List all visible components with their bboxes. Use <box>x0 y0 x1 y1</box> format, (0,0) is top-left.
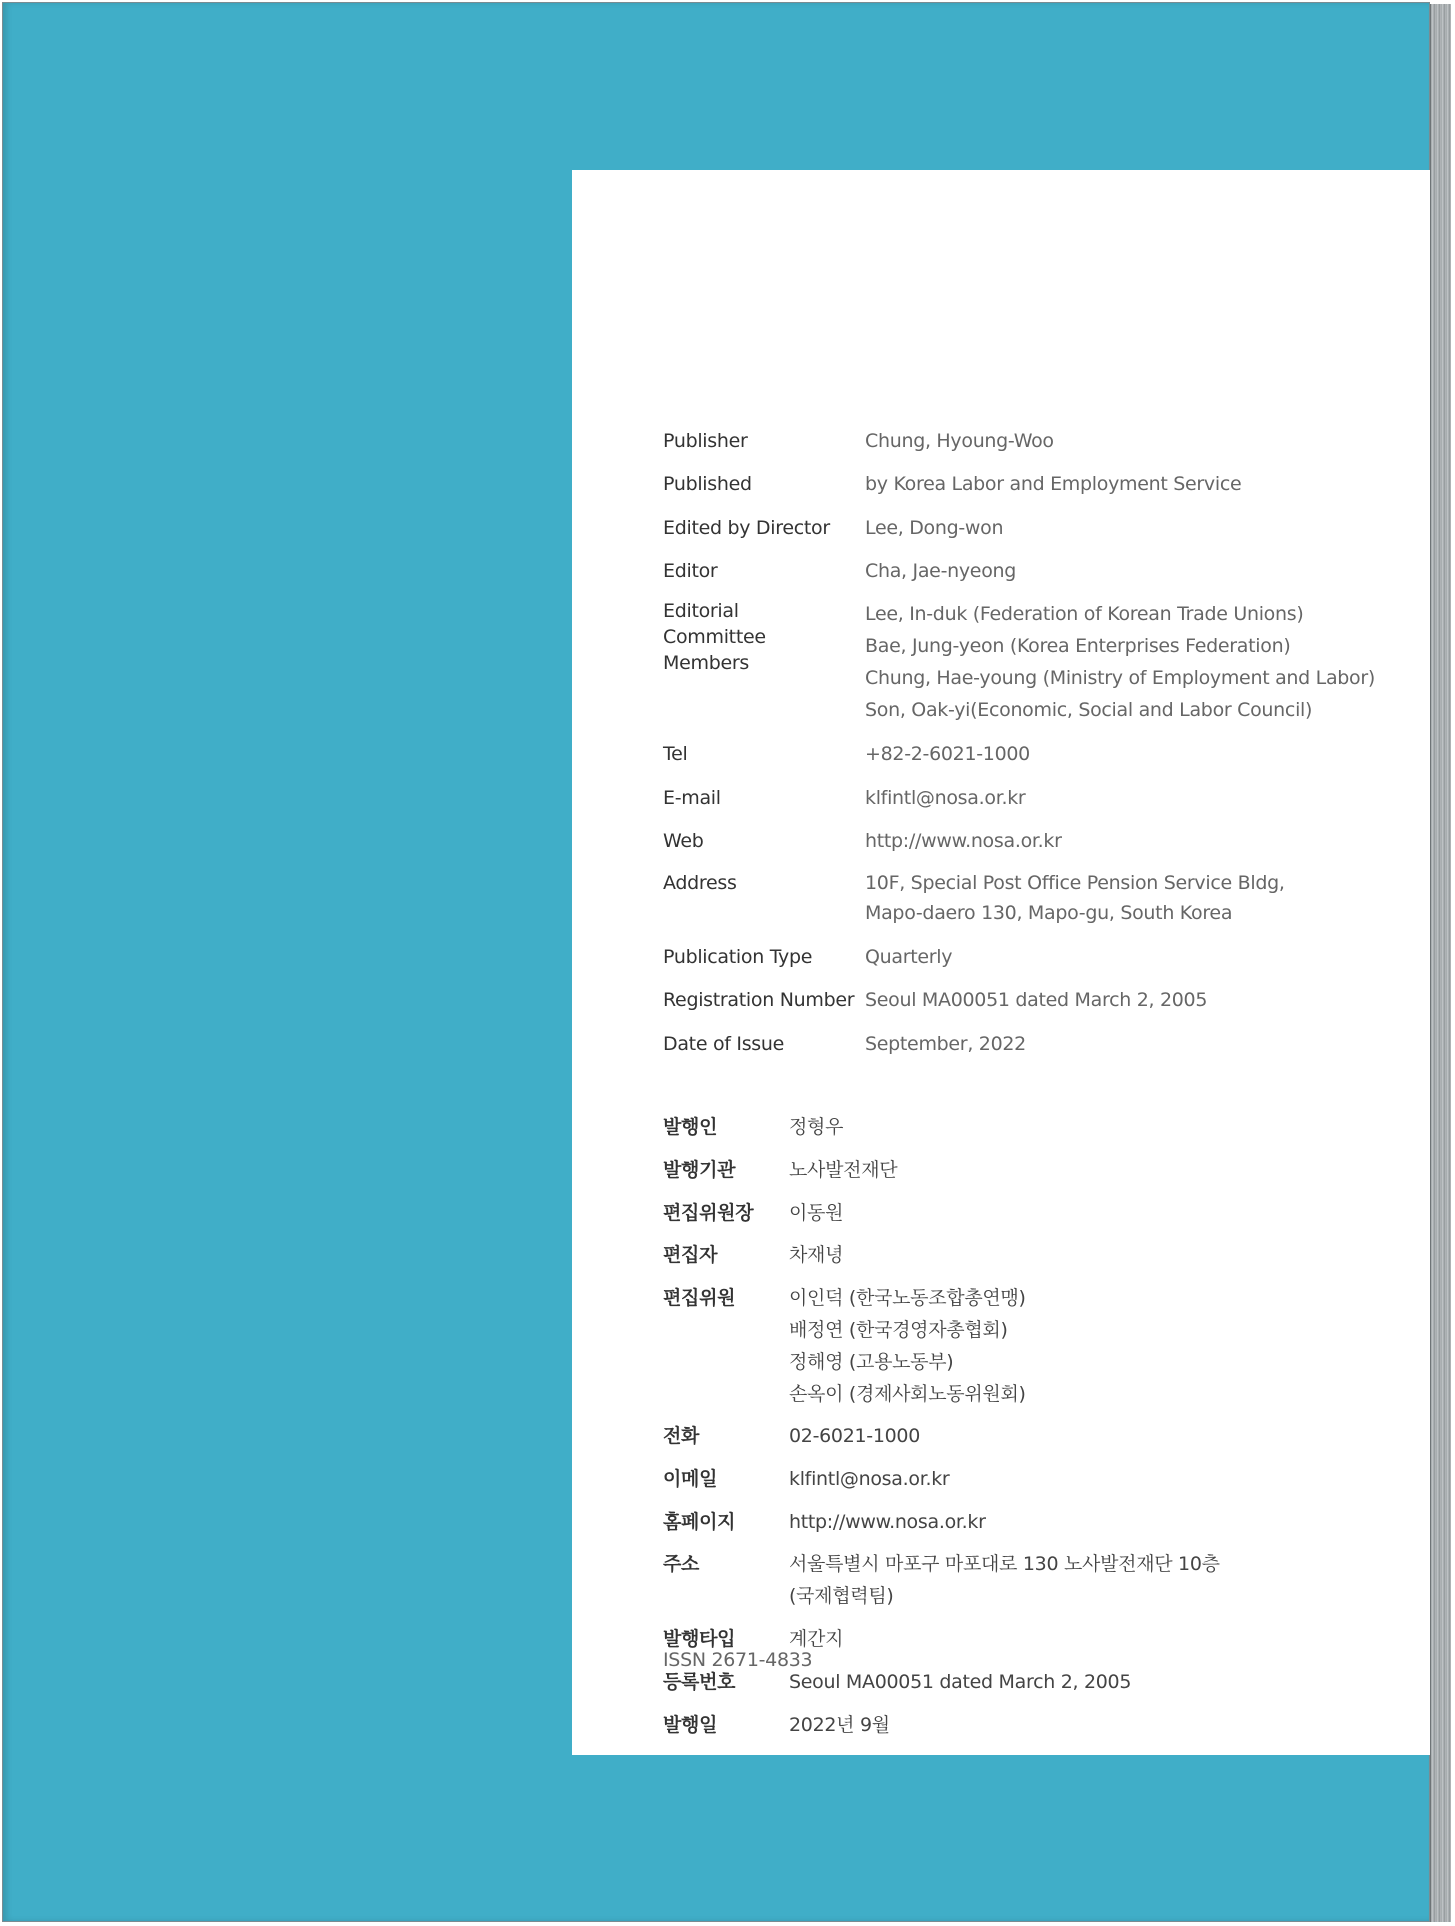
ko-committee-member: 정해영 (고용노동부) <box>789 1351 954 1373</box>
ko-org-value: 노사발전재단 <box>789 1159 898 1181</box>
en-editor-label: Editor <box>663 560 718 582</box>
en-tel-label: Tel <box>663 743 688 765</box>
en-web-label: Web <box>663 830 704 852</box>
ko-email-row <box>663 1463 1403 1495</box>
en-address-line: Mapo-daero 130, Mapo-gu, South Korea <box>865 902 1233 924</box>
en-pubtype-row <box>663 941 1403 973</box>
ko-address-row <box>663 1548 1403 1612</box>
ko-phone-value: 02-6021-1000 <box>789 1425 920 1447</box>
ko-editor-value: 차재녕 <box>789 1244 844 1266</box>
ko-publisher-row <box>663 1111 1403 1143</box>
en-committee-member: Bae, Jung-yeon (Korea Enterprises Federation) <box>865 635 1291 657</box>
en-email-value[interactable]: klfintl@nosa.or.kr <box>865 787 1026 809</box>
en-committee-member: Lee, In-duk (Federation of Korean Trade Unions) <box>865 603 1304 625</box>
en-pubtype-value: Quarterly <box>865 946 953 968</box>
ko-homepage-label: 홈페이지 <box>663 1511 736 1533</box>
ko-editor-row <box>663 1239 1403 1271</box>
ko-chief-row <box>663 1197 1403 1229</box>
en-committee-label-line: Editorial <box>663 600 739 622</box>
ko-pubtype-value: 계간지 <box>789 1628 844 1650</box>
ko-address-line: 서울특별시 마포구 마포대로 130 노사발전재단 10층 <box>789 1553 1220 1575</box>
ko-phone-row <box>663 1420 1403 1452</box>
en-edited-value: Lee, Dong-won <box>865 517 1004 539</box>
ko-email-label: 이메일 <box>663 1468 718 1490</box>
en-pubtype-label: Publication Type <box>663 946 813 968</box>
ko-publisher-label: 발행인 <box>663 1116 718 1138</box>
en-editor-value: Cha, Jae-nyeong <box>865 560 1017 582</box>
en-committee-row <box>663 598 1403 726</box>
ko-chief-value: 이동원 <box>789 1202 844 1224</box>
ko-issue-row <box>663 1709 1403 1741</box>
ko-issue-label: 발행일 <box>663 1714 718 1736</box>
en-publisher-row <box>663 425 1403 457</box>
page-edge <box>1430 4 1451 1922</box>
ko-address-value <box>789 1548 1403 1612</box>
en-edited-row <box>663 512 1403 544</box>
en-committee-label-line: Committee <box>663 626 766 648</box>
en-committee-member: Chung, Hae-young (Ministry of Employment and Labor) <box>865 667 1376 689</box>
en-published-value: by Korea Labor and Employment Service <box>865 473 1242 495</box>
en-publisher-value: Chung, Hyoung-Woo <box>865 430 1054 452</box>
en-published-label: Published <box>663 473 752 495</box>
en-committee-label-line: Members <box>663 652 749 674</box>
en-address-line: 10F, Special Post Office Pension Service Bldg, <box>865 872 1285 894</box>
en-committee-label <box>663 598 865 726</box>
ko-phone-label: 전화 <box>663 1425 700 1447</box>
ko-committee-row <box>663 1282 1403 1410</box>
en-web-value[interactable]: http://www.nosa.or.kr <box>865 830 1062 852</box>
en-editor-row <box>663 555 1403 587</box>
en-address-row <box>663 868 1403 928</box>
en-committee-member: Son, Oak-yi(Economic, Social and Labor Council) <box>865 699 1313 721</box>
ko-email-value[interactable]: klfintl@nosa.or.kr <box>789 1468 950 1490</box>
en-regnum-value: Seoul MA00051 dated March 2, 2005 <box>865 989 1208 1011</box>
ko-homepage-row <box>663 1506 1403 1538</box>
ko-committee-label: 편집위원 <box>663 1287 736 1309</box>
ko-committee-member: 이인덕 (한국노동조합총연맹) <box>789 1287 1026 1309</box>
ko-org-row <box>663 1154 1403 1186</box>
en-edited-label: Edited by Director <box>663 517 830 539</box>
ko-committee-member: 손옥이 (경제사회노동위원회) <box>789 1383 1026 1405</box>
ko-issue-value: 2022년 9월 <box>789 1714 890 1736</box>
ko-address-line: (국제협력팀) <box>789 1585 894 1607</box>
ko-regnum-label: 등록번호 <box>663 1671 736 1693</box>
en-email-row <box>663 782 1403 814</box>
en-address-value <box>865 868 1403 928</box>
colophon-panel <box>572 170 1430 1755</box>
en-address-label: Address <box>663 872 737 894</box>
ko-regnum-value: Seoul MA00051 dated March 2, 2005 <box>789 1671 1132 1693</box>
en-regnum-row <box>663 984 1403 1016</box>
en-email-label: E-mail <box>663 787 721 809</box>
en-committee-members <box>865 598 1403 726</box>
en-web-row <box>663 825 1403 857</box>
en-regnum-label: Registration Number <box>663 989 855 1011</box>
ko-committee-members <box>789 1282 1403 1410</box>
en-published-row <box>663 468 1403 500</box>
issn-number: ISSN 2671-4833 <box>663 1649 813 1671</box>
en-tel-row <box>663 738 1403 770</box>
en-issue-value: September, 2022 <box>865 1033 1026 1055</box>
en-issue-label: Date of Issue <box>663 1033 785 1055</box>
ko-address-label: 주소 <box>663 1553 700 1575</box>
ko-chief-label: 편집위원장 <box>663 1202 754 1224</box>
en-issue-row <box>663 1028 1403 1060</box>
ko-org-label: 발행기관 <box>663 1159 736 1181</box>
en-publisher-label: Publisher <box>663 430 748 452</box>
ko-committee-member: 배정연 (한국경영자총협회) <box>789 1319 1008 1341</box>
ko-publisher-value: 정형우 <box>789 1116 844 1138</box>
ko-editor-label: 편집자 <box>663 1244 718 1266</box>
en-tel-value: +82-2-6021-1000 <box>865 743 1030 765</box>
ko-homepage-value[interactable]: http://www.nosa.or.kr <box>789 1511 986 1533</box>
ko-pubtype-label: 발행타입 <box>663 1628 736 1650</box>
